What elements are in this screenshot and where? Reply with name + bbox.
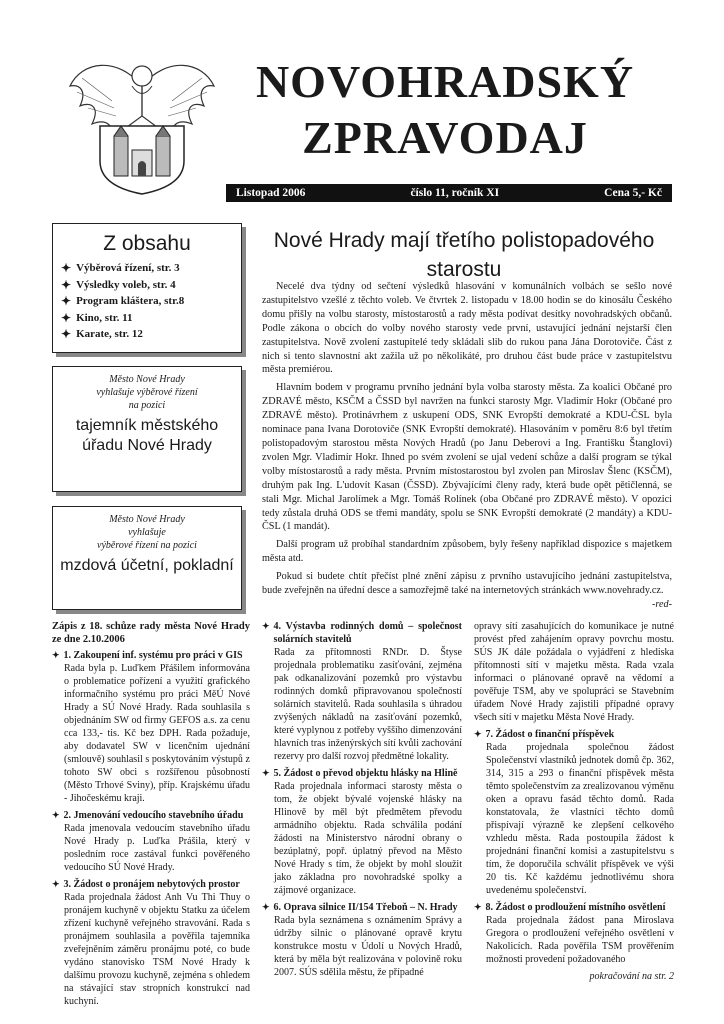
job-ad-accountant: Město Nové Hrady vyhlašuje výběrové řízení na pozici mzdová účetní, pokladní <box>52 506 242 610</box>
bullet-icon: ✦ <box>52 879 60 889</box>
council-item: ✦ 7. Žádost o finanční příspěvek Rada projednala společnou žádost Společenství vlastníků jednotek domů čp. 362, 314, 315 a 293 o finanční příspěvek města těmto společenstvím za zrealizovanou výměnu oken a opravu fasád těchto domů. Rada konstatovala, že vlastníci těchto domů přispívají výrazně ke zlepšení celkového vzhledu města. Rada postoupila žádost k projednání finanční komisi a zastupitelstvu s tím, že doporučila schválit příspěvek ve výši 20 tis. Kč každému jednotlivému shora uvedenému společenství. <box>474 729 674 896</box>
article-headline: Nové Hrady mají třetího polistopadového starostu <box>273 229 655 281</box>
council-item: ✦ 5. Žádost o převod objektu hlásky na Hlině Rada projednala informaci starosty města o tom, že objekt bývalé vojenské hlásky na Hlinově by měl být předmětem převodu armádního objektu. Rada schválila podání žádosti na Ministerstvo národní obrany o bezúplatný, popř. úplatný převod na Město Nové Hrady s tím, že objekt by mohl sloužit jako základna pro novohradské spolky a zájmové organizace. <box>262 768 462 896</box>
bullet-icon: ✦ <box>474 729 482 739</box>
contents-item: ✦ Výběrová řízení, str. 3 <box>61 261 180 275</box>
council-item: ✦ 2. Jmenování vedoucího stavebního úřadu Rada jmenovala vedoucím stavebního úřadu Nové Hrady p. Luďka Prášila, který v posledním roce zastával funkci pověřeného vedoucího SÚ Nové Hrady. <box>52 810 250 873</box>
contents-item: ✦ Výsledky voleb, str. 4 <box>61 277 176 292</box>
star-bullet-icon: ✦ <box>61 261 72 275</box>
issue-date: Listopad 2006 <box>236 187 306 199</box>
council-item: ✦ 6. Oprava silnice II/154 Třeboň – N. Hrady Rada byla seznámena s oznámením Správy a údržby silnic o plánované opravě krytu konstrukce mostu v Údolí u Nových Hradů, která by měla být realizována v polovině roku 2007. SÚS sdělila městu, že případné <box>262 902 462 978</box>
bullet-icon: ✦ <box>52 650 60 660</box>
council-item-continued: opravy sítí zasahujících do komunikace je nutné provést před zahájením opravy povrchu mostu. SÚS JK dále požádala o vyjádření z hlediska přítomnosti sítí v majetku města. Rada vzala informaci o plánované opravě na vědomí a pověřuje TSM, aby ve spolupráci se Stavebním úřadem Nové Hrady zajistili případné opravy všech sítí v majetku Města Nové Hrady. <box>474 621 674 723</box>
council-item: ✦ 1. Zakoupení inf. systému pro práci v GIS Rada byla p. Luďkem Přášilem informována o problematice pořízení a využití grafického informačního systému pro práci MěÚ Nové Hrady a SÚ Nové Hrady. Rada souhlasila s objednáním SW od firmy GEFOS a.s. za cenu cca 133,- tis. Kč bez DPH. Rada požaduje, aby dodavatel SW v licenčním ujednání (smlouvě) souhlasil s poskytováním výstupů z tohoto SW obci s rozšířenou působností (Město Trhové Sviny), příp. Krajskému úřadu - Jihočeskému kraji. <box>52 650 250 804</box>
contents-box <box>52 223 242 353</box>
title-line-1: NOVOHRADSKÝ <box>255 56 635 107</box>
bullet-icon: ✦ <box>474 902 482 912</box>
contents-item: ✦ Karate, str. 12 <box>61 327 143 341</box>
issue-number: číslo 11, ročník XI <box>410 187 500 199</box>
article-signature: -red- <box>652 598 672 610</box>
article-body: Necelé dva týdny od sečtení výsledků hlasování v komunálních volbách se sešlo nové zastupitelstvo vzešlé z těchto voleb. Ve čtvrtek 2. listopadu v 18.00 hodin se do kinosálu Českého domu přišly na volbu starosty, místostarostů a rady města podívat desítky novohradských občanů. Podle zákona o obcích do volby nového starosty vede první, ustavující jednání nejstarší člen zastupitelstva. Nově zvolení zastupitelé tedy skládali slib do rukou pana Jána Dorotoviče. Část z nich si tento slavnostní akt zažila už po několikáté, pro druhou část bude práce v zastupitelstvu města premiérou. Hlavním bodem v programu prvního jednání byla volba starosty města. Za koalici Občané pro ZDRAVÉ město, KSČM a ČSSD byl navržen na funkci starosty Mgr. Vladimír Hokr (Občané pro ZDRAVÉ město). Protinávrhem z uskupení ODS, SNK Evropští demokraté a KDU-ČSL byla nominace pana Ivana Dorotoviče (SNK Evropští demokraté). Hlasováním v poměru 8:6 byl třetím polistopadovým starostou města Nových Hradů (po Janu Deberovi a Ing. Františku Štanglovi) zvolen Mgr. Vladimír Hokr. Ihned po svém zvolení se ujal vedení schůze a další program se týkal volby místostarostů a rady města. Prvním místostarostou byl zvolen pan Miroslav Šlenc (KSČM), druhým pak Ing. L'udovít Kasan (ČSSD). Zbývajícími členy rady, která bude opět pětičlenná, se stali Mgr. Michal Jarolímek a Mgr. Tomáš Rolínek (oba Občané pro ZDRAVÉ město). V opozici tedy zůstala druhá ODS se třemi mandáty, spolu se SNK Evropští demokraté (2 mandáty) a KDU-ČSL (1 mandát). Další program už probíhal standardním způsobem, byly řešeny například dispozice s majetkem města atd. Pokud si budete chtít přečíst plné znění zápisu z prvního ustavujícího jednání zastupitelstva, bude zveřejněn na úřední desce a samozřejmě také na internetových stránkách www.novehrady.cz. -red- <box>262 281 672 610</box>
council-item: ✦ 3. Žádost o pronájem nebytových prostor Rada projednala žádost Anh Vu Thi Thuy o pronájem kuchyně v objektu Statku za účelem zřízení kuchyně veřejného stravování. Rada s pronájmem souhlasila a pověřila tajemníka zveřejněním záměru pronájmu poté, co bude vydáno stanovisko TSM Nové Hrady k dalšímu provozu kuchyně, zejména s ohledem na stávající stav stropních konstrukcí nad kuchyní. <box>52 879 250 1007</box>
issue-price: Cena 5,- Kč <box>604 187 662 199</box>
issue-info-bar <box>226 184 672 202</box>
job-ad-secretary: Město Nové Hrady vyhlašuje výběrové řízení na pozici tajemník městského úřadu Nové Hrady <box>52 366 242 492</box>
newspaper-title <box>210 54 680 166</box>
bullet-icon: ✦ <box>262 768 270 778</box>
bullet-icon: ✦ <box>52 810 60 820</box>
continued-note: pokračování na str. 2 <box>589 971 674 982</box>
job-ad-position: mzdová účetní, pokladní <box>60 557 234 574</box>
star-bullet-icon: ✦ <box>61 277 72 292</box>
contents-title: Z obsahu <box>103 232 191 255</box>
star-bullet-icon: ✦ <box>61 294 72 308</box>
contents-item: ✦ Program kláštera, str.8 <box>61 294 185 308</box>
star-bullet-icon: ✦ <box>61 327 72 341</box>
bullet-icon: ✦ <box>262 621 270 631</box>
title-line-2: ZPRAVODAJ <box>302 112 588 163</box>
bullet-icon: ✦ <box>262 902 270 912</box>
council-heading: Zápis z 18. schůze rady města Nové Hrady ze dne 2.10.2006 <box>52 621 250 645</box>
job-ad-position: tajemník městského úřadu Nové Hrady <box>75 417 219 454</box>
council-column-2 <box>262 620 462 983</box>
council-item: ✦ 8. Žádost o prodloužení místního osvětlení Rada projednala žádost pana Miroslava Gregora o prodloužení veřejného osvětlení v Nakolicích. Rada pověřila TSM prověřením možnosti provedení požadovaného <box>474 902 674 965</box>
council-column-1 <box>52 620 250 1012</box>
council-column-3 <box>474 620 674 983</box>
contents-item: ✦ Kino, str. 11 <box>61 310 133 325</box>
town-crest-logo <box>62 46 222 196</box>
council-item: ✦ 4. Výstavba rodinných domů – společnost solárních stavitelů Rada za přítomnosti RNDr. D. Štyse projednala problematiku zasíťování, zejména pak odkanalizování pozemků pro výstavbu rodinných domků připravovanou společností solárních stavitelů. Rada souhlasila s úhradou zvýšených nákladů na zasíťování pozemků, které vyplynou z potřeby vyššího dimenzování hlavních tras inženýrských sítí kvůli zachování rezervy pro další rozvoj předmětné lokality. <box>262 621 463 762</box>
star-bullet-icon: ✦ <box>61 310 72 325</box>
